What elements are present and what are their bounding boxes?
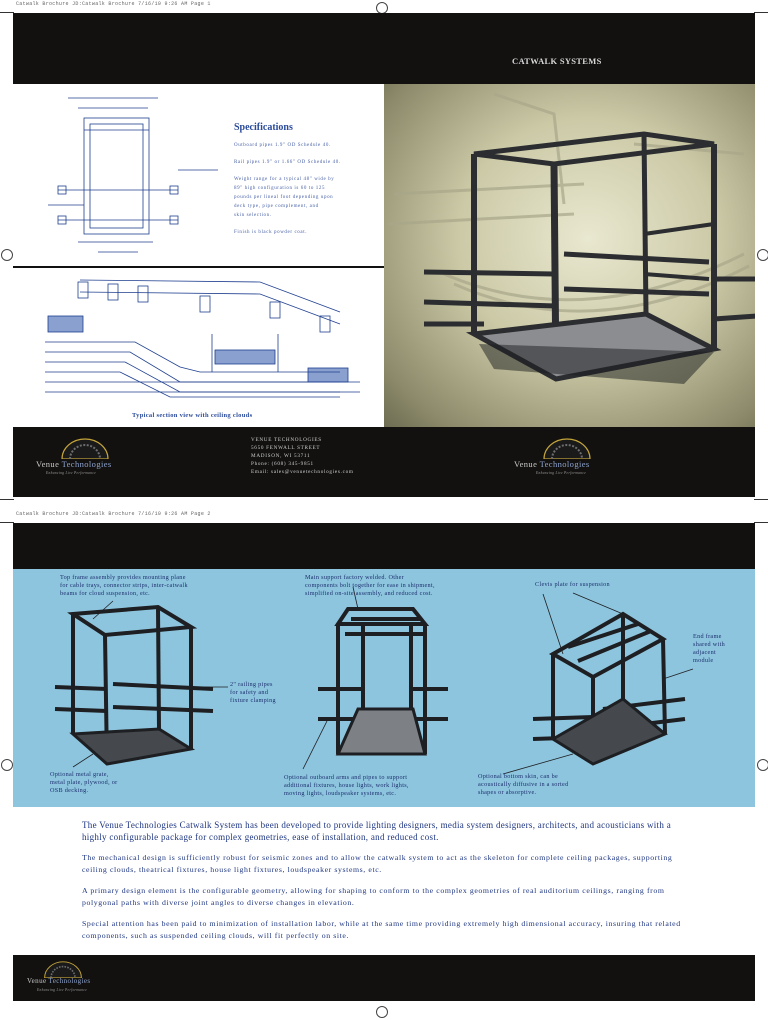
annotation-grate: Optional metal grate, metal plate, plywood, or OSB decking. xyxy=(50,771,118,794)
crop-mark xyxy=(754,522,768,523)
annotation-railing: 2" railing pipes for safety and fixture clamping xyxy=(230,681,276,704)
spec-finish: Finish is black powder coat. xyxy=(234,230,308,235)
section-view-drawing xyxy=(40,272,365,402)
logo-tagline: Enhancing Live Performance xyxy=(37,988,88,992)
slug-line-middle: Catwalk Brochure JD:Catwalk Brochure 7/16/10 9:26 AM Page 2 xyxy=(16,511,211,517)
annotation-outboard: Optional outboard arms and pipes to support additional fixtures, house lights, work lights, moving lights, loudspeaker systems, etc. xyxy=(284,774,409,797)
registration-mark-icon xyxy=(757,249,768,261)
slug-line-top: Catwalk Brochure JD:Catwalk Brochure 7/16/10 9:26 AM Page 1 xyxy=(16,1,211,7)
spec-weight-line: 89" high configuration is 60 to 125 xyxy=(234,186,326,191)
venue-dome-icon xyxy=(60,437,110,459)
section-caption: Typical section view with ceiling clouds xyxy=(132,412,253,419)
catwalk-render-image xyxy=(384,84,755,427)
crop-mark xyxy=(754,12,768,13)
annotation-clevis: Clevis plate for suspension xyxy=(535,581,610,588)
annotation-bottom-skin: Optional bottom skin, can be acoustically diffusive in a sorted shapes or absorptive. xyxy=(478,773,569,796)
page1-header-band xyxy=(13,13,755,84)
plan-drawing xyxy=(38,90,228,260)
spec-weight-line: deck type, pipe complement, and xyxy=(234,204,319,209)
crop-mark xyxy=(754,499,768,500)
paragraph-installation: Special attention has been paid to minimization of installation labor, while at the same time providing extremely high dimensional accuracy, insuring that related components, such as suspended ceiling clouds, will fit perfectly on site. xyxy=(82,919,681,940)
drawing-divider xyxy=(13,266,384,268)
venue-dome-icon xyxy=(542,437,592,459)
logo-word-venue: Venue xyxy=(514,459,538,469)
footer-logo-page2 xyxy=(27,960,127,998)
registration-mark-icon xyxy=(376,1006,388,1018)
annotation-end-frame: End frame shared with adjacent module xyxy=(693,633,725,664)
crop-mark xyxy=(0,12,14,13)
annotation-top-frame: Top frame assembly provides mounting plane for cable trays, connector strips, inter-catwalk beams for cloud suspension, etc. xyxy=(60,574,188,597)
address-email[interactable]: Email: sales@venuetechnologies.com xyxy=(251,469,354,475)
company-address xyxy=(251,436,411,476)
specifications-title: Specifications xyxy=(234,122,293,133)
crop-mark xyxy=(0,522,14,523)
footer-logo-left xyxy=(36,437,136,487)
page1-header-title: CATWALK SYSTEMS xyxy=(512,56,602,66)
spec-outboard: Outboard pipes 1.9" OD Schedule 40. xyxy=(234,143,331,148)
address-phone: Phone: (608) 345-9851 xyxy=(251,461,314,467)
logo-word-venue: Venue xyxy=(36,459,60,469)
catwalk-components-panel xyxy=(13,569,755,807)
logo-word-venue: Venue xyxy=(27,977,47,985)
body-text xyxy=(82,819,692,942)
logo-word-technologies: Technologies xyxy=(61,459,112,469)
paragraph-intro: The Venue Technologies Catwalk System has been developed to provide lighting designers, media system designers, architects, and acousticians with a highly configurable package for complex geometries, ease of installation, and reduced cost. xyxy=(82,820,672,842)
registration-mark-icon xyxy=(1,249,13,261)
logo-word-technologies: Technologies xyxy=(539,459,590,469)
spec-weight-line: pounds per lineal foot depending upon xyxy=(234,195,334,200)
crop-mark xyxy=(0,499,14,500)
logo-word-technologies: Technologies xyxy=(48,977,91,985)
venue-dome-icon xyxy=(43,960,83,978)
page2-header-band xyxy=(13,523,755,569)
specifications-block xyxy=(234,122,379,237)
address-city: MADISON, WI 53711 xyxy=(251,453,311,459)
footer-logo-right xyxy=(514,437,624,487)
address-company: VENUE TECHNOLOGIES xyxy=(251,437,322,443)
spec-weight-line: skin selection. xyxy=(234,213,272,218)
paragraph-mechanical: The mechanical design is sufficiently robust for seismic zones and to allow the catwalk system to act as the skeleton for complete ceiling packages, supporting ceiling clouds, theatrical fixtures, house light fixtures, loudspeaker systems, etc. xyxy=(82,853,673,874)
logo-tagline: Enhancing Live Performance xyxy=(46,471,97,475)
spec-rail: Rail pipes 1.9" or 1.66" OD Schedule 40. xyxy=(234,160,341,165)
paragraph-geometry: A primary design element is the configurable geometry, allowing for shaping to conform to the complex geometries of real auditorium ceilings, ranging from polygonal paths with diverse joint angles to diverse changes in elevation. xyxy=(82,886,665,907)
registration-mark-icon xyxy=(757,759,768,771)
address-street: 5650 FENWALL STREET xyxy=(251,445,321,451)
logo-tagline: Enhancing Live Performance xyxy=(536,471,587,475)
registration-mark-icon xyxy=(1,759,13,771)
annotation-main-support: Main support factory welded. Other components bolt together for ease in shipment, simplified on-site assembly, and reduced cost. xyxy=(305,574,435,597)
spec-weight-line: Weight range for a typical 48" wide by xyxy=(234,177,335,182)
